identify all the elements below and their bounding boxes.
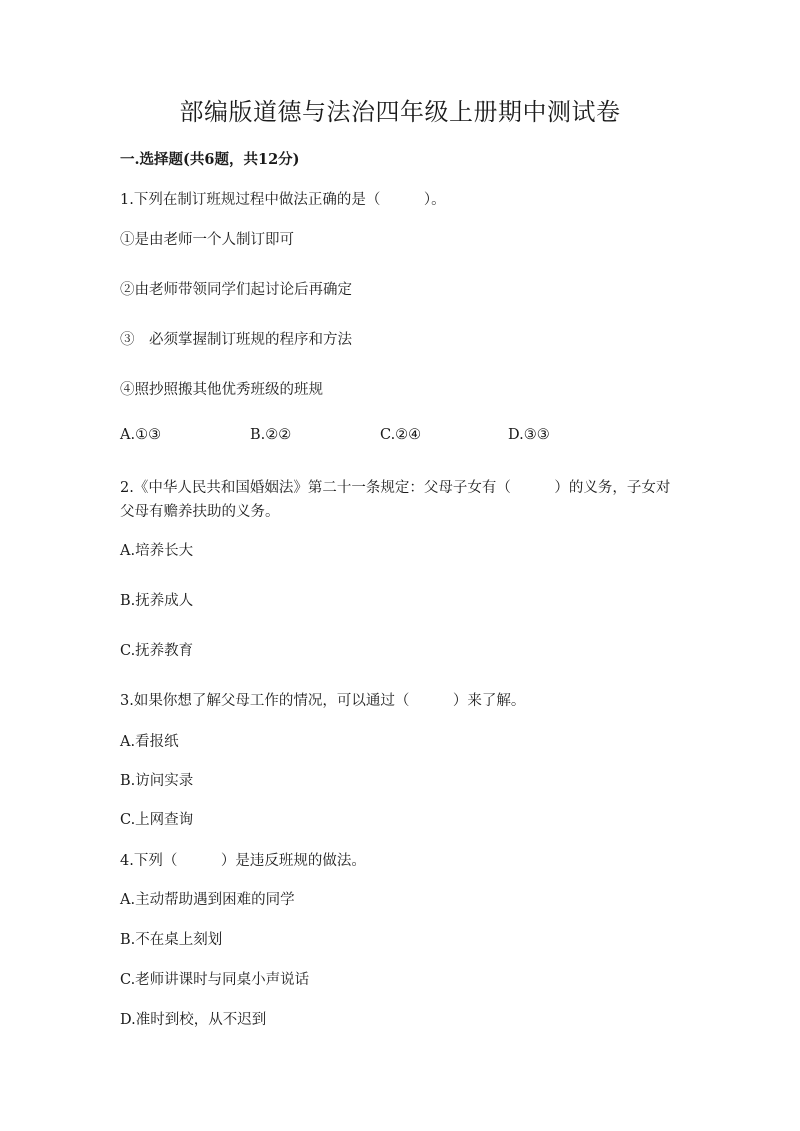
- question-1-stem: 1.下列在制订班规过程中做法正确的是（ ）。: [120, 192, 446, 208]
- question-1-item-3: ③ 必须掌握制订班规的程序和方法: [120, 332, 352, 348]
- question-2-option-a[interactable]: A.培养长大: [120, 543, 194, 559]
- question-3-stem: 3.如果你想了解父母工作的情况，可以通过（ ）来了解。: [120, 693, 526, 709]
- question-3-option-a[interactable]: A.看报纸: [120, 734, 179, 750]
- question-3-option-c[interactable]: C.上网查询: [120, 812, 194, 828]
- question-4-option-c[interactable]: C.老师讲课时与同桌小声说话: [120, 972, 310, 988]
- question-2-stem: 2.《中华人民共和国婚姻法》第二十一条规定：父母子女有（ ）的义务，子女对父母有赡养扶助的义务。: [120, 480, 671, 520]
- question-1-item-4: ④照抄照搬其他优秀班级的班规: [120, 382, 323, 398]
- question-4-stem: 4.下列（ ）是违反班规的做法。: [120, 853, 366, 869]
- question-3-option-b[interactable]: B.访问实录: [120, 773, 194, 789]
- question-2-option-c[interactable]: C.抚养教育: [120, 643, 194, 659]
- question-1-item-2: ②由老师带领同学们起讨论后再确定: [120, 282, 352, 298]
- question-1-option-a[interactable]: A.①③: [120, 427, 162, 443]
- question-4-option-b[interactable]: B.不在桌上刻划: [120, 932, 223, 948]
- question-2-option-b[interactable]: B.抚养成人: [120, 593, 194, 609]
- section-heading: 一.选择题(共6题，共12分): [120, 151, 300, 168]
- page-title: 部编版道德与法治四年级上册期中测试卷: [179, 98, 621, 126]
- question-1-option-d[interactable]: D.③③: [508, 427, 550, 443]
- question-1-item-1: ①是由老师一个人制订即可: [120, 232, 294, 248]
- question-4-option-d[interactable]: D.准时到校，从不迟到: [120, 1012, 267, 1028]
- question-1-option-b[interactable]: B.②②: [250, 427, 292, 443]
- question-1-option-c[interactable]: C.②④: [380, 427, 422, 443]
- question-4-option-a[interactable]: A.主动帮助遇到困难的同学: [120, 892, 295, 908]
